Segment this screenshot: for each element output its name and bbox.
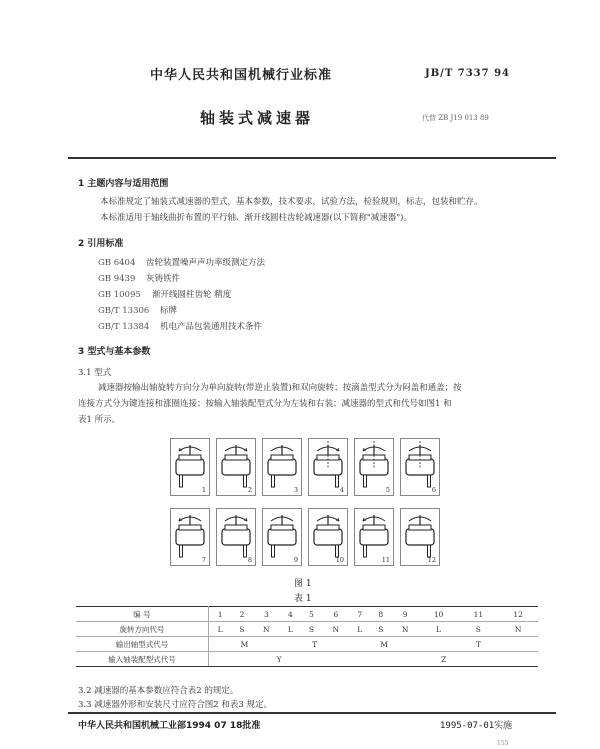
reference-name: 齿轮装置噪声声功率级测定方法	[146, 258, 266, 268]
reference-item	[98, 256, 265, 268]
table-cell: 6	[322, 607, 349, 622]
figure-cell	[262, 438, 302, 496]
section-1-title: 1 主题内容与适用范围	[78, 179, 169, 189]
reference-name: 机电产品包装通用技术条件	[160, 322, 263, 332]
clause-3-1-line-1: 减速器按输出轴旋转方向分为单向旋转(带逆止装置)和双向旋转；按滴盖型式分为闷盖和通盖；按	[98, 383, 462, 393]
clause-3-1-line-2: 连接方式分为键连接和涨圈连接；按输入轴装配型式分为左装和右装；减速器的型式和代号如图1 和	[78, 399, 452, 409]
table-row-number	[76, 607, 538, 622]
figure-cell-number: 10	[335, 556, 344, 564]
figure-cell-number: 3	[293, 486, 298, 494]
figure-cell-number: 11	[381, 556, 390, 564]
table-cell: 8	[370, 607, 391, 622]
section-2-title: 2 引用标准	[78, 239, 124, 249]
table-row-label: 输入轴装配型式代号	[76, 652, 209, 667]
document-title: 轴装式减速器	[200, 109, 315, 127]
clause-3-1-line-3: 表1 所示。	[78, 415, 121, 425]
figure-cell-number: 6	[431, 486, 436, 494]
table-row-rotation	[76, 622, 538, 637]
table-cell: N	[392, 622, 419, 637]
reference-code: GB/T 13384	[98, 322, 150, 332]
figure-cell	[354, 438, 394, 496]
table-cell: S	[301, 622, 322, 637]
clause-3-2: 3.2 减速器的基本参数应符合表2 的规定。	[78, 686, 239, 696]
table-cell: L	[280, 622, 301, 637]
table-cell: S	[370, 622, 391, 637]
table-cell: T	[419, 637, 538, 652]
table-cell: 12	[498, 607, 538, 622]
table-row-label: 输出轴型式代号	[76, 637, 209, 652]
table-cell: L	[209, 622, 232, 637]
reference-item	[98, 304, 177, 316]
table-cell: 4	[280, 607, 301, 622]
replaces-standard: 代替 ZB J19 013 89	[422, 114, 489, 122]
table-cell: M	[209, 637, 280, 652]
figure-cell-number: 7	[201, 556, 206, 564]
figure-cell	[170, 508, 210, 566]
clause-3-3: 3.3 减速器外形和安装尺寸应符合图2 和表3 规定。	[78, 700, 272, 710]
table-cell: 2	[231, 607, 252, 622]
table-cell: 9	[392, 607, 419, 622]
table-row-output-shaft	[76, 637, 538, 652]
figure-cell	[308, 508, 348, 566]
table-cell: N	[498, 622, 538, 637]
figure-cell	[262, 508, 302, 566]
figure-cell-number: 4	[339, 486, 344, 494]
reference-name: 标牌	[160, 306, 178, 316]
reference-code: GB/T 13306	[98, 306, 150, 316]
standard-code: JB/T 7337 94	[425, 68, 510, 79]
table-1	[76, 606, 538, 667]
figure-cell	[216, 508, 256, 566]
section-1-para-1: 本标准规定了轴装式减速器的型式，基本参数，技术要求，试验方法，检验规则，标志，包装和贮存。	[100, 197, 483, 207]
figure-cell-number: 12	[427, 556, 436, 564]
table-cell: 5	[301, 607, 322, 622]
figure-cell	[216, 438, 256, 496]
figure-cell-number: 1	[201, 486, 206, 494]
figure-caption: 图 1	[294, 579, 312, 589]
section-1-para-2: 本标准适用于轴线曲折布置的平行轴、渐开线圆柱齿轮减速器(以下简称"减速器")。	[100, 213, 412, 223]
header-rule	[68, 157, 556, 159]
figure-cell	[400, 508, 440, 566]
standard-organization: 中华人民共和国机械行业标准	[150, 68, 333, 83]
reference-name: 灰铸铁件	[146, 274, 181, 284]
reference-code: GB 6404	[98, 258, 136, 268]
reference-item	[98, 320, 262, 332]
table-cell: S	[459, 622, 499, 637]
figure-cell-number: 8	[247, 556, 252, 564]
table-row-label: 编 号	[76, 607, 209, 622]
reference-code: GB 10095	[98, 290, 141, 300]
figure-cell	[308, 438, 348, 496]
table-cell: 11	[459, 607, 499, 622]
table-cell: 1	[209, 607, 232, 622]
table-cell: L	[419, 622, 459, 637]
reference-item	[98, 272, 180, 284]
figure-cell	[354, 508, 394, 566]
table-cell: 10	[419, 607, 459, 622]
table-cell: 7	[349, 607, 370, 622]
table-cell: N	[253, 622, 280, 637]
table-cell: Y	[209, 652, 350, 667]
table-cell: Z	[349, 652, 538, 667]
table-cell: N	[322, 622, 349, 637]
reference-code: GB 9439	[98, 274, 136, 284]
figure-cell-number: 2	[247, 486, 252, 494]
section-3-title: 3 型式与基本参数	[78, 347, 151, 357]
clause-3-1-title: 3.1 型式	[78, 368, 112, 378]
table-cell: T	[280, 637, 349, 652]
table-caption: 表 1	[294, 594, 312, 604]
approval-line: 中华人民共和国机械工业部1994 07 18批准	[78, 721, 261, 731]
table-row-input-assembly	[76, 652, 538, 667]
reference-item	[98, 288, 231, 300]
table-cell: 3	[253, 607, 280, 622]
figure-cell-number: 5	[385, 486, 390, 494]
footer-rule	[68, 712, 556, 714]
page-number: 155	[497, 740, 509, 747]
figure-cell	[170, 438, 210, 496]
reference-name: 渐开线圆柱齿轮 精度	[152, 290, 232, 300]
table-cell: M	[349, 637, 418, 652]
table-row-label: 旋转方向代号	[76, 622, 209, 637]
figure-cell	[400, 438, 440, 496]
table-cell: S	[231, 622, 252, 637]
table-cell: L	[349, 622, 370, 637]
figure-cell-number: 9	[293, 556, 298, 564]
figure-1	[170, 438, 446, 574]
effective-date: 1995-07-01实施	[440, 721, 513, 731]
